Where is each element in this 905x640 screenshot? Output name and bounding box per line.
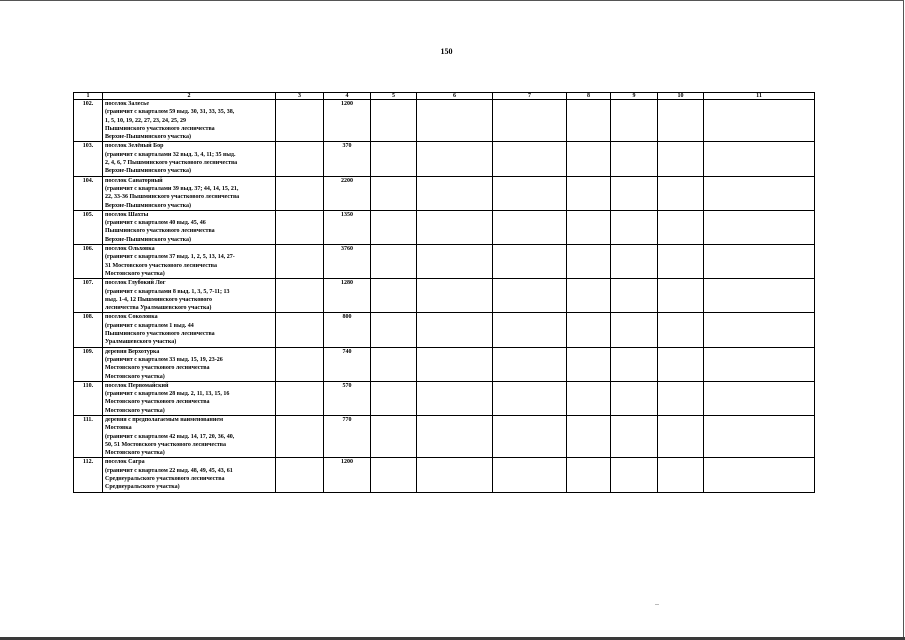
row-number: 109.: [74, 347, 103, 381]
cell-col-11: [704, 279, 815, 313]
cell-col-7: [493, 313, 567, 347]
cell-col-3: [276, 458, 324, 492]
table-body: [74, 100, 815, 493]
cell-col-9: [611, 142, 658, 176]
cell-col-8: [567, 279, 611, 313]
table-row: [74, 210, 815, 244]
cell-col-5: [371, 415, 417, 457]
area-value: 2200: [324, 176, 371, 210]
cell-col-6: [417, 458, 493, 492]
description-line: Верхне-Пышминского участка): [105, 134, 192, 141]
table-header: [74, 93, 815, 100]
description-line: 22, 33-36 Пышминского участкового лесничества: [105, 194, 240, 201]
cell-col-6: [417, 176, 493, 210]
table-row: [74, 142, 815, 176]
cell-col-3: [276, 313, 324, 347]
area-value: 1200: [324, 100, 371, 142]
cell-col-11: [704, 210, 815, 244]
cell-col-6: [417, 313, 493, 347]
cell-col-11: [704, 100, 815, 142]
cell-col-8: [567, 100, 611, 142]
cell-col-7: [493, 245, 567, 279]
settlement-description: [103, 347, 276, 381]
page-number: 150: [440, 47, 453, 56]
cell-col-9: [611, 245, 658, 279]
cell-col-9: [611, 347, 658, 381]
description-line: (граничит с кварталом 40 выд. 45, 46: [105, 220, 206, 227]
cell-col-7: [493, 142, 567, 176]
cell-col-7: [493, 100, 567, 142]
row-number: 106.: [74, 245, 103, 279]
cell-col-7: [493, 176, 567, 210]
cell-col-10: [658, 100, 704, 142]
cell-col-8: [567, 381, 611, 415]
cell-col-6: [417, 100, 493, 142]
cell-col-6: [417, 142, 493, 176]
cell-col-7: [493, 415, 567, 457]
description-line: поселок Соколовка: [105, 314, 158, 321]
column-header-5: 5: [371, 93, 417, 100]
table-row: [74, 415, 815, 457]
column-header-4: 4: [324, 93, 371, 100]
cell-col-5: [371, 142, 417, 176]
cell-col-10: [658, 347, 704, 381]
cell-col-9: [611, 210, 658, 244]
cell-col-5: [371, 458, 417, 492]
cell-col-10: [658, 458, 704, 492]
description-line: (граничит с кварталом 37 выд. 1, 2, 5, 13, 14, 27-: [105, 254, 235, 261]
settlement-description: [103, 245, 276, 279]
row-number: 103.: [74, 142, 103, 176]
settlement-description: [103, 100, 276, 142]
cell-col-5: [371, 210, 417, 244]
description-line: поселок Шахты: [105, 211, 149, 218]
description-line: Пышминского участкового лесничества: [105, 331, 215, 338]
description-line: поселок Залесье: [105, 101, 150, 107]
area-value: 1200: [324, 458, 371, 492]
cell-col-9: [611, 458, 658, 492]
description-line: (граничит с кварталом 33 выд. 15, 19, 23-26: [105, 356, 223, 363]
cell-col-11: [704, 245, 815, 279]
description-line: Пышминского участкового лесничества: [105, 228, 215, 235]
table-row: [74, 381, 815, 415]
description-line: поселок Первомайский: [105, 382, 169, 389]
area-value: 800: [324, 313, 371, 347]
cell-col-8: [567, 458, 611, 492]
description-line: Среднеуральского участкового лесничества: [105, 476, 225, 483]
description-line: Пышминского участкового лесничества: [105, 125, 215, 132]
description-line: 2, 4, 6, 7 Пышминского участкового лесничества: [105, 160, 238, 167]
settlement-description: [103, 142, 276, 176]
cell-col-6: [417, 245, 493, 279]
cell-col-7: [493, 458, 567, 492]
cell-col-9: [611, 415, 658, 457]
row-number: 110.: [74, 381, 103, 415]
area-value: 370: [324, 142, 371, 176]
settlement-description: [103, 381, 276, 415]
cell-col-5: [371, 279, 417, 313]
area-value: 3760: [324, 245, 371, 279]
cell-col-5: [371, 100, 417, 142]
scan-mark: [655, 604, 659, 605]
forest-table: [73, 92, 815, 493]
table-row: [74, 347, 815, 381]
description-line: Среднеуральского участка): [105, 484, 180, 491]
row-number: 108.: [74, 313, 103, 347]
description-line: Мостовского участка): [105, 270, 165, 277]
area-value: 570: [324, 381, 371, 415]
cell-col-10: [658, 381, 704, 415]
description-line: лесничества Уралмашевского участка): [105, 305, 212, 312]
settlement-description: [103, 458, 276, 492]
description-line: Верхне-Пышминского участка): [105, 168, 192, 175]
table-row: [74, 245, 815, 279]
table-row: [74, 176, 815, 210]
description-line: (граничит с кварталом 28 выд. 2, 11, 13, 15, 16: [105, 391, 230, 398]
row-number: 107.: [74, 279, 103, 313]
table-row: [74, 100, 815, 142]
cell-col-9: [611, 381, 658, 415]
cell-col-6: [417, 279, 493, 313]
cell-col-5: [371, 245, 417, 279]
cell-col-7: [493, 381, 567, 415]
description-line: поселок Зелёный Бор: [105, 143, 164, 150]
cell-col-11: [704, 313, 815, 347]
cell-col-9: [611, 100, 658, 142]
cell-col-10: [658, 142, 704, 176]
description-line: Мостовка: [105, 425, 132, 432]
column-header-6: 6: [417, 93, 493, 100]
column-header-2: 2: [103, 93, 276, 100]
column-header-3: 3: [276, 93, 324, 100]
description-line: выд. 1-4, 12 Пышминского участкового: [105, 296, 212, 303]
column-header-8: 8: [567, 93, 611, 100]
description-line: поселок Ольховка: [105, 246, 155, 253]
description-line: (граничит с кварталами 39 выд. 37; 44, 14, 15, 21,: [105, 185, 239, 192]
cell-col-3: [276, 100, 324, 142]
settlement-description: [103, 279, 276, 313]
cell-col-8: [567, 313, 611, 347]
description-line: Уралмашевского участка): [105, 339, 177, 346]
cell-col-7: [493, 210, 567, 244]
description-line: Мостовского участкового лесничества: [105, 365, 210, 372]
description-line: Мостовского участка): [105, 407, 165, 414]
cell-col-6: [417, 415, 493, 457]
cell-col-6: [417, 210, 493, 244]
cell-col-9: [611, 279, 658, 313]
cell-col-6: [417, 381, 493, 415]
area-value: 740: [324, 347, 371, 381]
cell-col-11: [704, 458, 815, 492]
cell-col-11: [704, 381, 815, 415]
table-row: [74, 279, 815, 313]
description-line: поселок Санаторный: [105, 177, 163, 184]
cell-col-8: [567, 176, 611, 210]
cell-col-3: [276, 210, 324, 244]
area-value: 1280: [324, 279, 371, 313]
row-number: 105.: [74, 210, 103, 244]
description-line: Верхне-Пышминского участка): [105, 236, 192, 243]
cell-col-10: [658, 245, 704, 279]
cell-col-3: [276, 176, 324, 210]
cell-col-10: [658, 415, 704, 457]
cell-col-5: [371, 313, 417, 347]
area-value: 1350: [324, 210, 371, 244]
cell-col-3: [276, 279, 324, 313]
cell-col-3: [276, 381, 324, 415]
column-header-10: 10: [658, 93, 704, 100]
row-number: 104.: [74, 176, 103, 210]
cell-col-8: [567, 210, 611, 244]
cell-col-10: [658, 279, 704, 313]
cell-col-8: [567, 245, 611, 279]
table-row: [74, 313, 815, 347]
cell-col-8: [567, 347, 611, 381]
column-header-9: 9: [611, 93, 658, 100]
description-line: деревня Верхотурка: [105, 348, 160, 355]
cell-col-11: [704, 415, 815, 457]
description-line: Мостовского участка): [105, 450, 165, 457]
cell-col-8: [567, 415, 611, 457]
cell-col-7: [493, 347, 567, 381]
cell-col-5: [371, 347, 417, 381]
column-header-11: 11: [704, 93, 815, 100]
row-number: 111.: [74, 415, 103, 457]
description-line: 50, 51 Мостовского участкового лесничества: [105, 441, 227, 448]
settlement-description: [103, 176, 276, 210]
row-number: 102.: [74, 100, 103, 142]
description-line: (граничит с кварталом 42 выд. 14, 17, 20, 36, 40,: [105, 433, 235, 440]
cell-col-8: [567, 142, 611, 176]
cell-col-3: [276, 415, 324, 457]
settlement-description: [103, 210, 276, 244]
description-line: Мостовского участка): [105, 373, 165, 380]
column-header-1: 1: [74, 93, 103, 100]
description-line: Верхне-Пышминского участка): [105, 202, 192, 209]
description-line: (граничит с кварталом 1 выд. 44: [105, 322, 194, 329]
cell-col-9: [611, 176, 658, 210]
cell-col-10: [658, 313, 704, 347]
description-line: (граничит с кварталом 22 выд. 48, 49, 45, 43, 61: [105, 467, 233, 474]
cell-col-11: [704, 347, 815, 381]
description-line: поселок Глубокий Лог: [105, 280, 166, 287]
cell-col-9: [611, 313, 658, 347]
description-line: (граничит с кварталами 8 выд. 1, 3, 5, 7-11; 13: [105, 288, 230, 295]
description-line: деревня с предполагаемым наименованием: [105, 416, 224, 423]
cell-col-5: [371, 176, 417, 210]
cell-col-3: [276, 142, 324, 176]
description-line: Мостовского участкового лесничества: [105, 399, 210, 406]
table-row: [74, 458, 815, 492]
cell-col-11: [704, 176, 815, 210]
cell-col-5: [371, 381, 417, 415]
settlement-description: [103, 415, 276, 457]
cell-col-7: [493, 279, 567, 313]
cell-col-10: [658, 210, 704, 244]
area-value: 770: [324, 415, 371, 457]
cell-col-11: [704, 142, 815, 176]
settlement-description: [103, 313, 276, 347]
cell-col-6: [417, 347, 493, 381]
header-row: [74, 93, 815, 100]
cell-col-3: [276, 347, 324, 381]
row-number: 112.: [74, 458, 103, 492]
description-line: 1, 5, 10, 19, 22, 27, 23, 24, 25, 29: [105, 117, 186, 124]
description-line: (граничит с кварталами 32 выд. 3, 4, 11; 35 выд.: [105, 151, 236, 158]
column-header-7: 7: [493, 93, 567, 100]
description-line: поселок Сагра: [105, 459, 145, 466]
description-line: (граничит с кварталом 59 выд. 30, 31, 33, 35, 38,: [105, 109, 235, 116]
cell-col-10: [658, 176, 704, 210]
description-line: 31 Мостовского участкового лесничества: [105, 262, 218, 269]
cell-col-3: [276, 245, 324, 279]
